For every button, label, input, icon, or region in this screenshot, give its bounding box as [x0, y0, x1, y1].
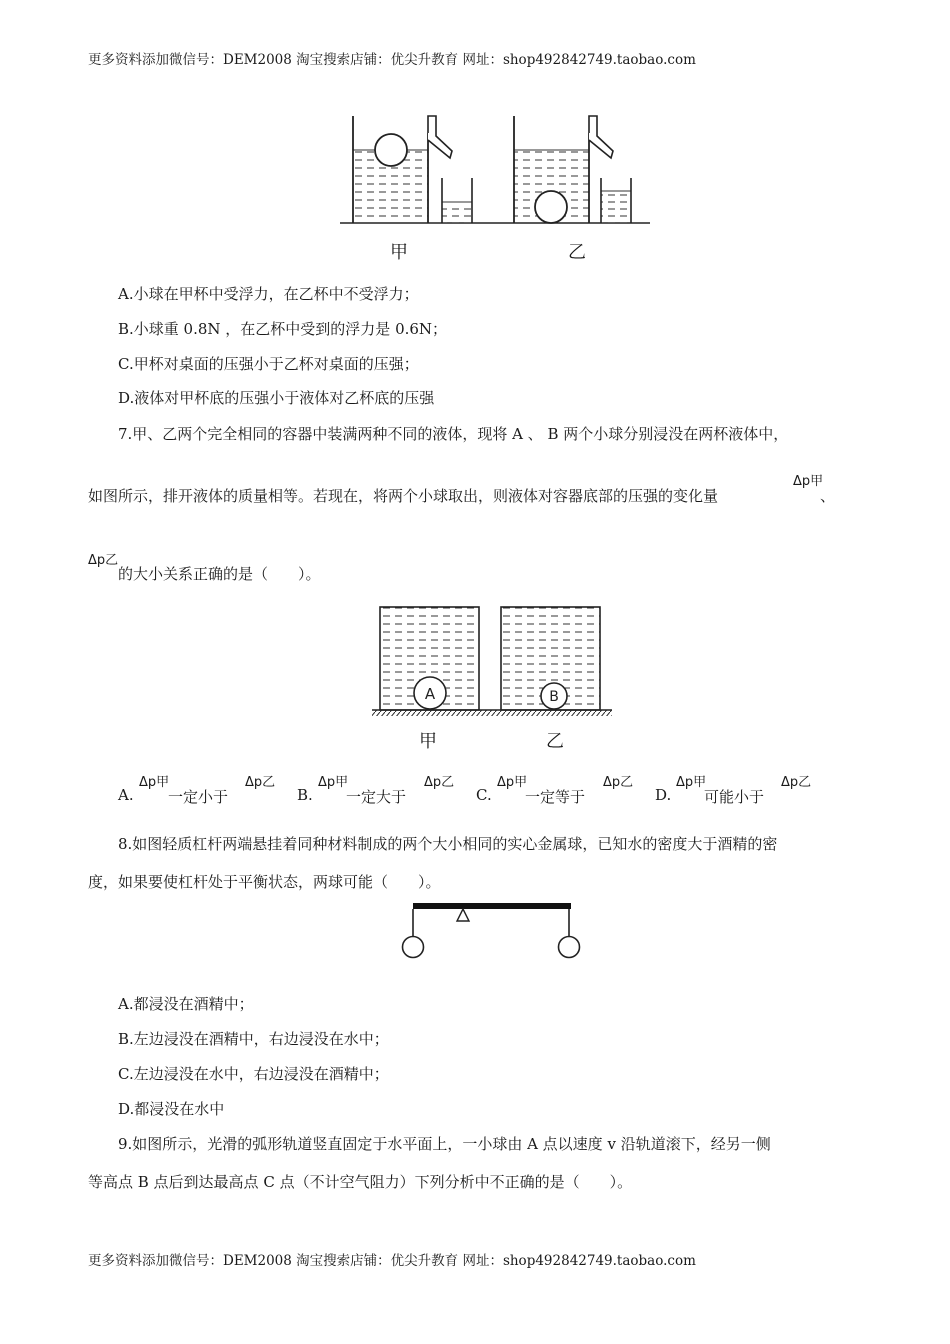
q8-option-a: A.都浸没在酒精中；: [118, 995, 254, 1013]
ball-floating: [375, 134, 407, 166]
q9-line-2: 等高点 B 点后到达最高点 C 点（不计空气阻力）下列分析中不正确的是（ ）。: [88, 1173, 633, 1191]
fulcrum: [457, 909, 469, 921]
overflow-cups-figure: [330, 108, 660, 268]
page-header: 更多资料添加微信号：DEM2008 淘宝搜索店铺：优尖升教育 网址：shop492842749.taobao.com: [88, 52, 696, 68]
q7-option-b-text: 一定大于: [346, 788, 407, 806]
q7-delta-p-jia: Δp甲: [793, 474, 824, 489]
q7-option-c-letter: C.: [476, 786, 492, 804]
q7-option-b-letter: B.: [297, 786, 313, 804]
q7-option-a-text: 一定小于: [168, 788, 229, 806]
ball-b-label: B: [549, 689, 559, 705]
q7-option-d-text: 可能小于: [704, 788, 765, 806]
fig1-label-jia: 甲: [390, 242, 408, 263]
q8-line-1: 8.如图轻质杠杆两端悬挂着同种材料制成的两个大小相同的实心金属球，已知水的密度大于酒精的密: [118, 835, 778, 853]
ball-sunk: [535, 191, 567, 223]
beaker-jia: [442, 178, 472, 223]
right-ball: [559, 937, 580, 958]
q7-option-a-sym2: Δp乙: [245, 775, 276, 790]
left-ball: [403, 937, 424, 958]
q9-line-1: 9.如图所示，光滑的弧形轨道竖直固定于水平面上，一小球由 A 点以速度 v 沿轨道滚下，经另一侧: [118, 1135, 771, 1153]
q7-option-d-sym1: Δp甲: [676, 775, 707, 790]
q7-option-c-text: 一定等于: [525, 788, 586, 806]
q7-delta-p-yi: Δp乙: [88, 553, 119, 568]
q6-option-b: B.小球重 0.8N ，在乙杯中受到的浮力是 0.6N；: [118, 320, 448, 338]
q7-option-b-sym1: Δp甲: [318, 775, 349, 790]
q6-option-a: A.小球在甲杯中受浮力，在乙杯中不受浮力；: [118, 285, 419, 303]
q7-option-c-sym2: Δp乙: [603, 775, 634, 790]
q6-option-d: D.液体对甲杯底的压强小于液体对乙杯底的压强: [118, 389, 435, 407]
q6-option-c: C.甲杯对桌面的压强小于乙杯对桌面的压强；: [118, 355, 419, 373]
q8-line-2: 度，如果要使杠杆处于平衡状态，两球可能（ ）。: [88, 873, 441, 891]
q7-option-d-sym2: Δp乙: [781, 775, 812, 790]
q7-option-b-sym2: Δp乙: [424, 775, 455, 790]
q7-line-2: 如图所示，排开液体的质量相等。若现在，将两个小球取出，则液体对容器底部的压强的变化量: [88, 487, 719, 505]
fig1-label-yi: 乙: [568, 242, 586, 263]
beaker-yi: [601, 178, 631, 223]
q7-option-a-letter: A.: [118, 786, 134, 804]
q7-line-2-end: 、: [820, 487, 836, 505]
q8-option-b: B.左边浸没在酒精中，右边浸没在水中；: [118, 1030, 389, 1048]
cup-jia: [353, 116, 452, 223]
lever-bar: [413, 903, 571, 909]
q7-option-c-sym1: Δp甲: [497, 775, 528, 790]
ball-a-label: A: [424, 685, 436, 703]
q7-option-d-letter: D.: [655, 786, 672, 804]
q7-line-3: 的大小关系正确的是（ ）。: [118, 565, 321, 583]
cup-yi: [514, 116, 613, 223]
ground-hatch: [372, 710, 612, 716]
q8-option-d: D.都浸没在水中: [118, 1100, 225, 1118]
fig2-label-jia: 甲: [419, 731, 437, 752]
lever-figure: [395, 898, 595, 963]
q7-line-1: 7.甲、乙两个完全相同的容器中装满两种不同的液体，现将 A 、 B 两个小球分别浸没在两杯液体中，: [118, 425, 789, 443]
page-footer: 更多资料添加微信号：DEM2008 淘宝搜索店铺：优尖升教育 网址：shop492842749.taobao.com: [88, 1253, 696, 1269]
containers-figure: [370, 604, 615, 719]
q7-option-a-sym1: Δp甲: [139, 775, 170, 790]
fig2-label-yi: 乙: [546, 731, 564, 752]
q8-option-c: C.左边浸没在水中，右边浸没在酒精中；: [118, 1065, 389, 1083]
